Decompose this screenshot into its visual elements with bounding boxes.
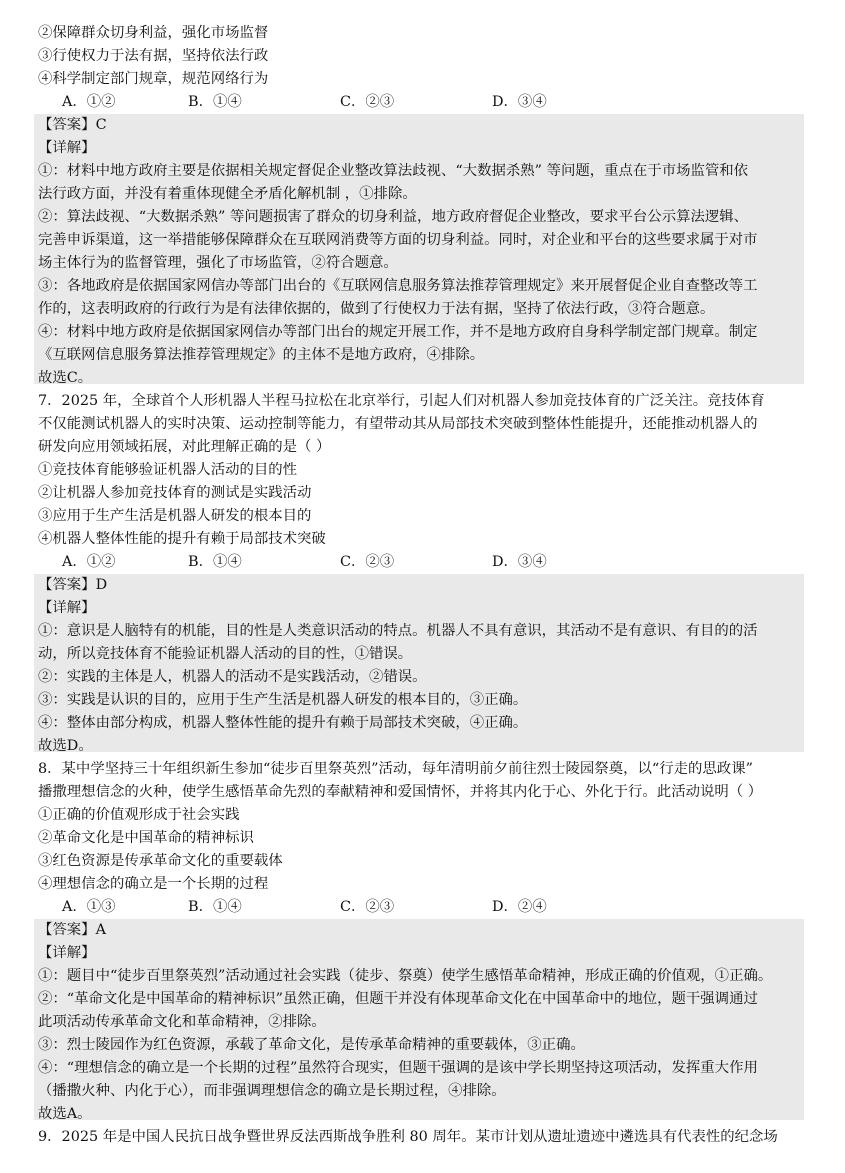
q6-choice-3: ③行使权力于法有据，坚持依法行政 [38,48,269,64]
q8-option-d: D．②④ [492,899,547,915]
q6-option-c: C．②③ [340,94,395,110]
q8-choice-3: ③红色资源是传承革命文化的重要载体 [38,853,283,869]
q6-choice-4: ④科学制定部门规章，规范网络行为 [38,71,269,87]
q8-stem-line: 8．某中学坚持三十年组织新生参加“徒步百里祭英烈”活动，每年清明前夕前往烈士陵园祭奠，以“行走的思政课” [38,761,753,777]
q6-option-b: B．①④ [188,94,242,110]
q8-detail-title: 【详解】 [38,945,96,961]
q8-detail-line: ②：“革命文化是中国革命的精神标识”虽然正确，但题干并没有体现革命文化在中国革命中的地位，题干强调通过 [38,991,758,1007]
q6-detail-line: ④：材料中地方政府是依据国家网信办等部门出台的规定开展工作，并不是地方政府自身科学制定部门规章。制定 [38,324,758,340]
q8-choice-2: ②革命文化是中国革命的精神标识 [38,830,254,846]
q8-detail-line: （播撒火种、内化于心），而非强调理想信念的确立是长期过程，④排除。 [38,1083,506,1099]
q8-option-b: B．①④ [188,899,242,915]
q7-choice-3: ③应用于生产生活是机器人研发的根本目的 [38,508,312,524]
q7-stem-line: 研发向应用领域拓展，对此理解正确的是（ ） [38,439,331,455]
q8-choice-4: ④理想信念的确立是一个长期的过程 [38,876,269,892]
q7-option-b: B．①④ [188,554,242,570]
q8-detail-line: ①：题目中“徒步百里祭英烈”活动通过社会实践（徒步、祭奠）使学生感悟革命精神，形成正确的价值观，①正确。 [38,968,773,984]
q8-choice-1: ①正确的价值观形成于社会实践 [38,807,240,823]
q7-answer: 【答案】D [38,577,108,593]
q8-detail-line: 此项活动传承革命文化和革命精神，②排除。 [38,1014,326,1030]
q7-choice-1: ①竞技体育能够验证机器人活动的目的性 [38,462,298,478]
q7-choice-4: ④机器人整体性能的提升有赖于局部技术突破 [38,531,326,547]
q7-detail-line: ②：实践的主体是人，机器人的活动不是实践活动，②错误。 [38,669,427,685]
q7-detail-line: ④：整体由部分构成，机器人整体性能的提升有赖于局部技术突破，④正确。 [38,715,528,731]
q7-option-a: A．①② [62,554,116,570]
q8-option-a: A．①③ [62,899,116,915]
q6-detail-line: ②：算法歧视、“大数据杀熟” 等问题损害了群众的切身利益，地方政府督促企业整改，要求平台公示算法逻辑、 [38,209,749,225]
q7-option-d: D．③④ [492,554,547,570]
q8-detail-line: ③：烈士陵园作为红色资源，承载了革命文化，是传承革命精神的重要载体，③正确。 [38,1037,585,1053]
q7-conclusion: 故选D。 [38,738,93,754]
q6-conclusion: 故选C。 [38,370,93,386]
q7-detail-line: 动，所以竞技体育不能验证机器人活动的目的性，①错误。 [38,646,413,662]
q6-answer: 【答案】C [38,117,107,133]
q7-detail-line: ③：实践是认识的目的，应用于生产生活是机器人研发的根本目的，③正确。 [38,692,528,708]
q7-option-c: C．②③ [340,554,395,570]
q6-detail-title: 【详解】 [38,140,96,156]
q6-option-d: D．③④ [492,94,547,110]
q7-choice-2: ②让机器人参加竞技体育的测试是实践活动 [38,485,312,501]
q6-choice-2: ②保障群众切身利益，强化市场监督 [38,25,269,41]
q6-detail-line: ①：材料中地方政府主要是依据相关规定督促企业整改算法歧视、“大数据杀熟” 等问题，重点在于市场监管和依 [38,163,749,179]
q7-detail-title: 【详解】 [38,600,96,616]
q8-detail-line: ④：“理想信念的确立是一个长期的过程”虽然符合现实，但题干强调的是该中学长期坚持这项活动，发挥重大作用 [38,1060,758,1076]
q6-option-a: A．①② [62,94,116,110]
q6-detail-line: 法行政方面，并没有着重体现健全矛盾化解机制 ，①排除。 [38,186,417,202]
q6-detail-line: ③：各地政府是依据国家网信办等部门出台的《互联网信息服务算法推荐管理规定》来开展督促企业自查整改等工 [38,278,758,294]
q7-stem-line: 7．2025 年，全球首个人形机器人半程马拉松在北京举行，引起人们对机器人参加竞技体育的广泛关注。竞技体育 [38,393,765,409]
q7-detail-line: ①：意识是人脑特有的机能，目的性是人类意识活动的特点。机器人不具有意识，其活动不是有意识、有目的的活 [38,623,758,639]
q8-option-c: C．②③ [340,899,395,915]
q8-conclusion: 故选A。 [38,1106,92,1122]
q8-answer: 【答案】A [38,922,106,938]
q9-stem-line: 9．2025 年是中国人民抗日战争暨世界反法西斯战争胜利 80 周年。某市计划从遗址遗迹中遴选具有代表性的纪念场 [38,1129,778,1145]
q8-stem-line: 播撒理想信念的火种，使学生感悟革命先烈的奉献精神和爱国情怀，并将其内化于心、外化于行。此活动说明（ ） [38,784,763,800]
q6-detail-line: 作的，这表明政府的行政行为是有法律依据的，做到了行使权力于法有据，坚持了依法行政，③符合题意。 [38,301,715,317]
q6-detail-line: 完善申诉渠道，这一举措能够保障群众在互联网消费等方面的切身利益。同时，对企业和平台的这些要求属于对市 [38,232,758,248]
q6-detail-line: 场主体行为的监督管理，强化了市场监管，②符合题意。 [38,255,398,271]
q7-stem-line: 不仅能测试机器人的实时决策、运动控制等能力，有望带动其从局部技术突破到整体性能提升，还能推动机器人的 [38,416,758,432]
q6-detail-line: 《互联网信息服务算法推荐管理规定》的主体不是地方政府，④排除。 [38,347,485,363]
